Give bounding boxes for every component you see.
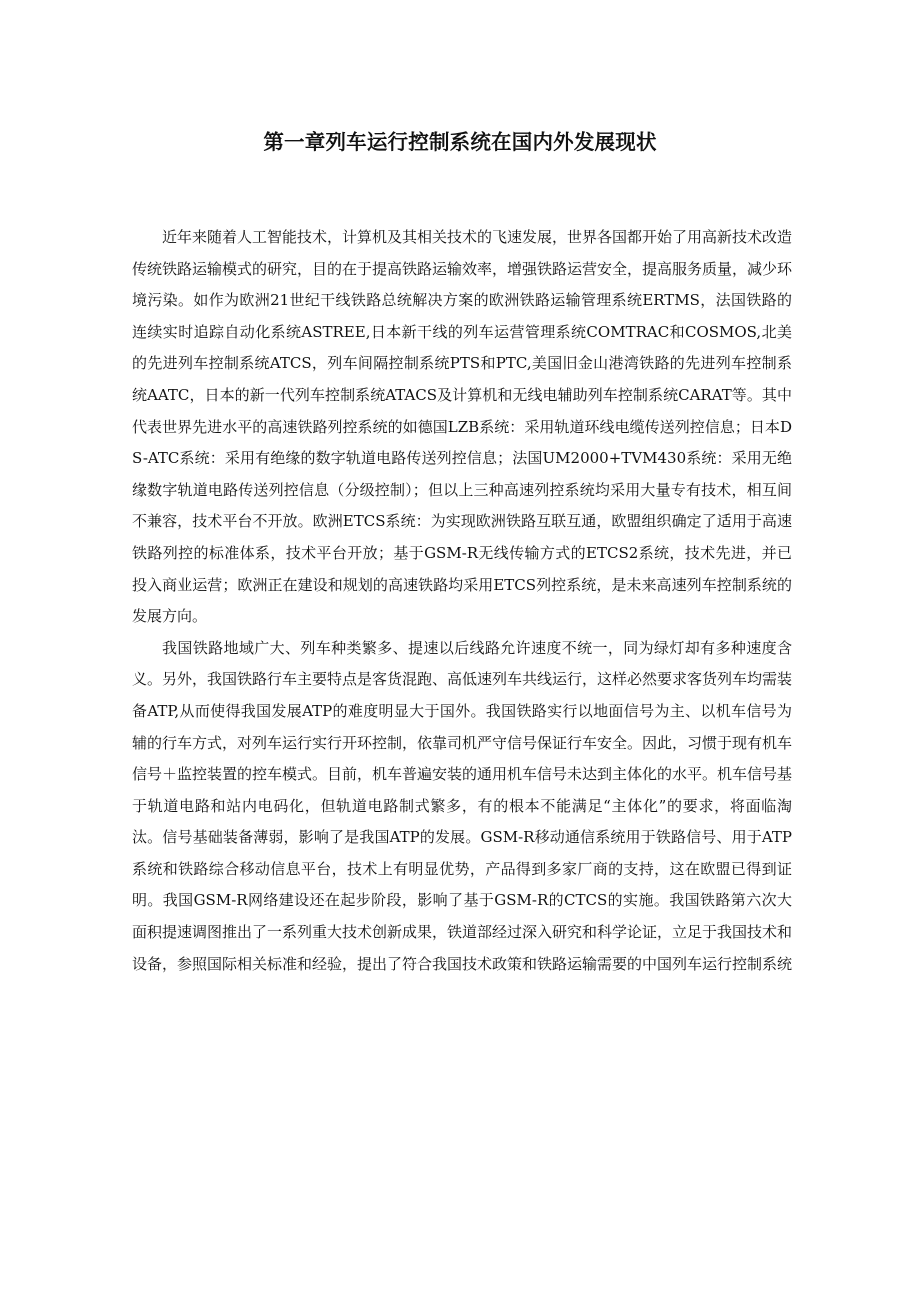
body-text bbox=[132, 222, 792, 980]
paragraph-intl-overview: 近年来随着人工智能技术，计算机及其相关技术的飞速发展，世界各国都开始了用高新技术改造传统铁路运输模式的研究，目的在于提高铁路运输效率，增强铁路运营安全，提高服务质量，减少环境污染。如作为欧洲21世纪干线铁路总统解决方案的欧洲铁路运输管理系统ERTMS，法国铁路的连续实时追踪自动化系统ASTREE,日本新干线的列车运营管理系统COMTRAC和COSMOS,北美的先进列车控制系统ATCS，列车间隔控制系统PTS和PTC,美国旧金山港湾铁路的先进列车控制系统AATC，日本的新一代列车控制系统ATACS及计算机和无线电辅助列车控制系统CARAT等。其中代表世界先进水平的高速铁路列控系统的如德国LZB系统：采用轨道环线电缆传送列控信息；日本DS-ATC系统：采用有绝缘的数字轨道电路传送列控信息；法国UM2000+TVM430系统：采用无绝缘数字轨道电路传送列控信息（分级控制）；但以上三种高速列控系统均采用大量专有技术，相互间不兼容，技术平台不开放。欧洲ETCS系统：为实现欧洲铁路互联互通，欧盟组织确定了适用于高速铁路列控的标准体系，技术平台开放；基于GSM-R无线传输方式的ETCS2系统，技术先进，并已投入商业运营；欧洲正在建设和规划的高速铁路均采用ETCS列控系统，是未来高速列车控制系统的发展方向。 bbox=[132, 228, 793, 626]
paragraph-china-status: 我国铁路地域广大、列车种类繁多、提速以后线路允许速度不统一，同为绿灯却有多种速度含义。另外，我国铁路行车主要特点是客货混跑、高低速列车共线运行，这样必然要求客货列车均需装备ATP,从而使得我国发展ATP的难度明显大于国外。我国铁路实行以地面信号为主、以机车信号为辅的行车方式，对列车运行实行开环控制，依靠司机严守信号保证行车安全。因此，习惯于现有机车信号＋监控装置的控车模式。目前，机车普遍安装的通用机车信号未达到主体化的水平。机车信号基于轨道电路和站内电码化，但轨道电路制式繁多，有的根本不能满足“主体化”的要求，将面临淘汰。信号基础装备薄弱，影响了是我国ATP的发展。GSM-R移动通信系统用于铁路信号、用于ATP系统和铁路综合移动信息平台，技术上有明显优势，产品得到多家厂商的支持，这在欧盟已得到证明。我国GSM-R网络建设还在起步阶段，影响了基于GSM-R的CTCS的实施。我国铁路第六次大面积提速调图推出了一系列重大技术创新成果，铁道部经过深入研究和科学论证，立足于我国技术和设备，参照国际相关标准和经验，提出了符合我国技术政策和铁路运输需要的中国列车运行控制系统 bbox=[132, 638, 793, 973]
chapter-title: 第一章列车运行控制系统在国内外发展现状 bbox=[263, 130, 657, 154]
